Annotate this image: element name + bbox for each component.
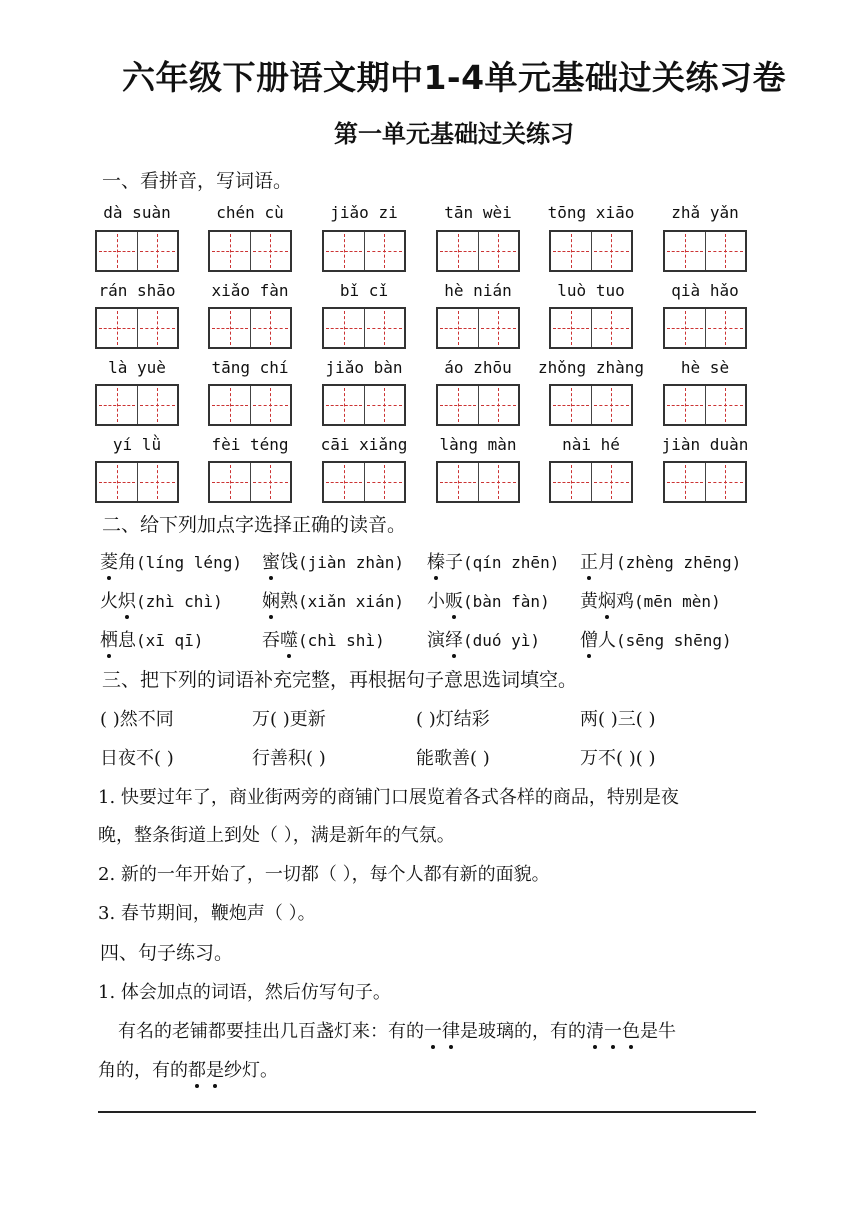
- pronunciation-item[interactable]: [100, 548, 242, 574]
- pronunciation-item[interactable]: [100, 587, 223, 613]
- writing-grid[interactable]: [322, 307, 406, 349]
- grid-cell[interactable]: [705, 232, 746, 270]
- grid-cell[interactable]: [97, 463, 137, 501]
- grid-cell[interactable]: [438, 463, 478, 501]
- pinyin-label: nài hé: [562, 435, 620, 454]
- para-text: 是牛: [640, 1021, 676, 1042]
- grid-cell[interactable]: [97, 386, 137, 424]
- grid-cell[interactable]: [364, 309, 405, 347]
- pinyin-label: rán shāo: [98, 281, 176, 300]
- pinyin-label: xiǎo fàn: [211, 281, 289, 300]
- word-text: 火: [100, 591, 118, 612]
- section4-heading: 四、句子练习。: [100, 942, 234, 964]
- pinyin-label: qià hǎo: [671, 281, 739, 300]
- pinyin-options[interactable]: (sēng shēng): [616, 631, 732, 650]
- grid-cell[interactable]: [250, 232, 291, 270]
- pinyin-label: làng màn: [439, 435, 517, 454]
- dotted-character: 榛: [427, 548, 445, 574]
- writing-grid[interactable]: [208, 461, 292, 503]
- grid-cell[interactable]: [364, 232, 405, 270]
- dotted-character: 噬: [280, 626, 298, 652]
- dotted-character: 绎: [445, 626, 463, 652]
- writing-grid[interactable]: [549, 461, 633, 503]
- grid-cell[interactable]: [478, 386, 519, 424]
- grid-cell[interactable]: [591, 386, 632, 424]
- answer-line[interactable]: [98, 1111, 756, 1113]
- writing-grid[interactable]: [436, 461, 520, 503]
- writing-grid[interactable]: [322, 384, 406, 426]
- idiom-blank[interactable]: ( )然不同: [100, 709, 174, 730]
- pinyin-label: hè nián: [444, 281, 512, 300]
- pinyin-label: jiǎo bàn: [325, 358, 403, 377]
- writing-grid[interactable]: [95, 384, 179, 426]
- pinyin-options[interactable]: (mēn mèn): [634, 592, 721, 611]
- grid-cell[interactable]: [665, 232, 705, 270]
- word-text: 息: [118, 630, 136, 651]
- dotted-character: 娴: [262, 587, 280, 613]
- question-3: 3. 春节期间，鞭炮声（ ）。: [98, 903, 316, 924]
- writing-grid[interactable]: [663, 384, 747, 426]
- dotted-character: 都: [188, 1056, 206, 1082]
- question-1-line-2: 晚，整条街道上到处（ ），满是新年的气氛。: [98, 825, 455, 846]
- pinyin-label: fèi téng: [211, 435, 289, 454]
- para-text: 有名的老铺都要挂出几百盏灯来：有的: [118, 1021, 424, 1042]
- pronunciation-item[interactable]: [100, 626, 203, 652]
- pinyin-label: zhǒng zhàng: [538, 358, 644, 377]
- grid-cell[interactable]: [324, 309, 364, 347]
- dotted-character: 是: [206, 1056, 224, 1082]
- pinyin-options[interactable]: (qín zhēn): [463, 553, 560, 572]
- grid-cell[interactable]: [137, 309, 178, 347]
- pinyin-label: zhǎ yǎn: [671, 203, 739, 222]
- grid-cell[interactable]: [324, 386, 364, 424]
- pinyin-options[interactable]: (duó yì): [463, 631, 541, 650]
- grid-cell[interactable]: [210, 386, 250, 424]
- word-text: 小: [427, 591, 445, 612]
- section2-heading: 二、给下列加点字选择正确的读音。: [102, 514, 407, 536]
- grid-cell[interactable]: [551, 309, 591, 347]
- writing-grid[interactable]: [436, 307, 520, 349]
- word-text: 月: [598, 552, 616, 573]
- grid-cell[interactable]: [551, 232, 591, 270]
- grid-cell[interactable]: [97, 309, 137, 347]
- writing-grid[interactable]: [663, 307, 747, 349]
- idiom-blank[interactable]: 万不( )( ): [580, 748, 656, 769]
- grid-cell[interactable]: [364, 386, 405, 424]
- writing-grid[interactable]: [663, 461, 747, 503]
- section3-heading: 三、把下列的词语补充完整，再根据句子意思选词填空。: [102, 669, 578, 691]
- idiom-blank[interactable]: ( )灯结彩: [416, 709, 490, 730]
- grid-cell[interactable]: [364, 463, 405, 501]
- pinyin-options[interactable]: (líng léng): [136, 553, 242, 572]
- grid-cell[interactable]: [705, 386, 746, 424]
- writing-grid[interactable]: [436, 230, 520, 272]
- example-paragraph-line-1: [118, 1017, 676, 1043]
- grid-cell[interactable]: [438, 309, 478, 347]
- grid-cell[interactable]: [97, 232, 137, 270]
- writing-grid[interactable]: [436, 384, 520, 426]
- grid-cell[interactable]: [210, 232, 250, 270]
- pronunciation-item[interactable]: [580, 587, 721, 613]
- grid-cell[interactable]: [250, 386, 291, 424]
- para-text: 角的，有的: [98, 1060, 188, 1081]
- grid-cell[interactable]: [438, 232, 478, 270]
- grid-cell[interactable]: [210, 463, 250, 501]
- writing-grid[interactable]: [322, 461, 406, 503]
- writing-grid[interactable]: [95, 461, 179, 503]
- dotted-character: 炽: [118, 587, 136, 613]
- writing-grid[interactable]: [663, 230, 747, 272]
- word-text: 熟: [280, 591, 298, 612]
- dotted-character: 蜜: [262, 548, 280, 574]
- writing-grid[interactable]: [95, 230, 179, 272]
- example-paragraph-line-2: [98, 1056, 278, 1082]
- pronunciation-item[interactable]: [262, 548, 404, 574]
- pinyin-label: là yuè: [108, 358, 166, 377]
- pronunciation-item[interactable]: [427, 587, 550, 613]
- writing-grid[interactable]: [95, 307, 179, 349]
- section1-heading: 一、看拼音，写词语。: [102, 170, 293, 192]
- writing-grid[interactable]: [549, 307, 633, 349]
- para-text: 是玻璃的，有的: [460, 1021, 586, 1042]
- grid-cell[interactable]: [665, 463, 705, 501]
- pronunciation-item[interactable]: [427, 626, 540, 652]
- word-text: 黄: [580, 591, 598, 612]
- pinyin-options[interactable]: (xiǎn xián): [298, 592, 404, 611]
- writing-grid[interactable]: [549, 384, 633, 426]
- dotted-character: 正: [580, 548, 598, 574]
- grid-cell[interactable]: [137, 232, 178, 270]
- question-2: 2. 新的一年开始了，一切都（ ），每个人都有新的面貌。: [98, 864, 550, 885]
- grid-cell[interactable]: [665, 309, 705, 347]
- grid-cell[interactable]: [250, 309, 291, 347]
- pinyin-label: yí lǜ: [112, 435, 162, 454]
- dotted-character: 焖: [598, 587, 616, 613]
- grid-cell[interactable]: [137, 386, 178, 424]
- dotted-character: 僧: [580, 626, 598, 652]
- word-text: 角: [118, 552, 136, 573]
- dotted-character: 清: [586, 1017, 604, 1043]
- dotted-character: 贩: [445, 587, 463, 613]
- page-title: 六年级下册语文期中1-4单元基础过关练习卷: [121, 58, 787, 97]
- word-text: 子: [445, 552, 463, 573]
- writing-grid[interactable]: [549, 230, 633, 272]
- pinyin-options[interactable]: (zhì chì): [136, 592, 223, 611]
- dotted-character: 一: [424, 1017, 442, 1043]
- word-text: 演: [427, 630, 445, 651]
- grid-cell[interactable]: [551, 463, 591, 501]
- pinyin-label: hè sè: [680, 358, 730, 377]
- dotted-character: 律: [442, 1017, 460, 1043]
- grid-cell[interactable]: [591, 463, 632, 501]
- pinyin-label: jiàn duàn: [661, 435, 749, 454]
- pinyin-options[interactable]: (chì shì): [298, 631, 385, 650]
- writing-grid[interactable]: [208, 384, 292, 426]
- dotted-character: 菱: [100, 548, 118, 574]
- pinyin-label: tāng chí: [211, 358, 289, 377]
- idiom-blank[interactable]: 日夜不( ): [100, 748, 174, 769]
- pronunciation-item[interactable]: [262, 626, 385, 652]
- pinyin-label: cāi xiǎng: [320, 435, 408, 454]
- word-text: 吞: [262, 630, 280, 651]
- idiom-blank[interactable]: 行善积( ): [252, 748, 326, 769]
- pinyin-options[interactable]: (jiàn zhàn): [298, 553, 404, 572]
- dotted-character: 栖: [100, 626, 118, 652]
- grid-cell[interactable]: [705, 463, 746, 501]
- pinyin-label: tōng xiāo: [547, 203, 635, 222]
- pinyin-label: jiǎo zi: [330, 203, 398, 222]
- grid-cell[interactable]: [478, 309, 519, 347]
- grid-cell[interactable]: [478, 463, 519, 501]
- idiom-blank[interactable]: 万( )更新: [252, 709, 326, 730]
- dotted-character: 一: [604, 1017, 622, 1043]
- grid-cell[interactable]: [137, 463, 178, 501]
- grid-cell[interactable]: [591, 232, 632, 270]
- pinyin-options[interactable]: (zhèng zhēng): [616, 553, 742, 572]
- pinyin-options[interactable]: (xī qī): [136, 631, 204, 650]
- grid-cell[interactable]: [324, 232, 364, 270]
- section4-question-1: 1. 体会加点的词语，然后仿写句子。: [98, 982, 391, 1003]
- word-text: 饯: [280, 552, 298, 573]
- grid-cell[interactable]: [324, 463, 364, 501]
- dotted-word-qingyise: [586, 1021, 640, 1042]
- question-1-line-1: 1. 快要过年了，商业街两旁的商铺门口展览着各式各样的商品，特别是夜: [98, 787, 679, 808]
- grid-cell[interactable]: [478, 232, 519, 270]
- pinyin-label: dà suàn: [103, 203, 171, 222]
- grid-cell[interactable]: [705, 309, 746, 347]
- grid-cell[interactable]: [665, 386, 705, 424]
- pinyin-options[interactable]: (bàn fàn): [463, 592, 550, 611]
- word-text: 人: [598, 630, 616, 651]
- pinyin-label: áo zhōu: [444, 358, 512, 377]
- writing-grid[interactable]: [208, 307, 292, 349]
- pinyin-label: luò tuo: [557, 281, 625, 300]
- para-text: 纱灯。: [224, 1060, 278, 1081]
- dotted-word-doushi: [188, 1060, 224, 1081]
- pinyin-label: chén cù: [216, 203, 284, 222]
- grid-cell[interactable]: [210, 309, 250, 347]
- pinyin-label: bǐ cǐ: [339, 281, 389, 300]
- pronunciation-item[interactable]: [580, 626, 732, 652]
- pinyin-label: tān wèi: [444, 203, 512, 222]
- dotted-word-yilv: [424, 1021, 460, 1042]
- writing-grid[interactable]: [322, 230, 406, 272]
- grid-cell[interactable]: [250, 463, 291, 501]
- grid-cell[interactable]: [591, 309, 632, 347]
- writing-grid[interactable]: [208, 230, 292, 272]
- page-subtitle: 第一单元基础过关练习: [334, 120, 574, 148]
- idiom-blank[interactable]: 两( )三( ): [580, 709, 656, 730]
- pronunciation-item[interactable]: [580, 548, 741, 574]
- idiom-blank[interactable]: 能歌善( ): [416, 748, 490, 769]
- word-text: 鸡: [616, 591, 634, 612]
- pronunciation-item[interactable]: [427, 548, 559, 574]
- grid-cell[interactable]: [551, 386, 591, 424]
- pronunciation-item[interactable]: [262, 587, 404, 613]
- dotted-character: 色: [622, 1017, 640, 1043]
- grid-cell[interactable]: [438, 386, 478, 424]
